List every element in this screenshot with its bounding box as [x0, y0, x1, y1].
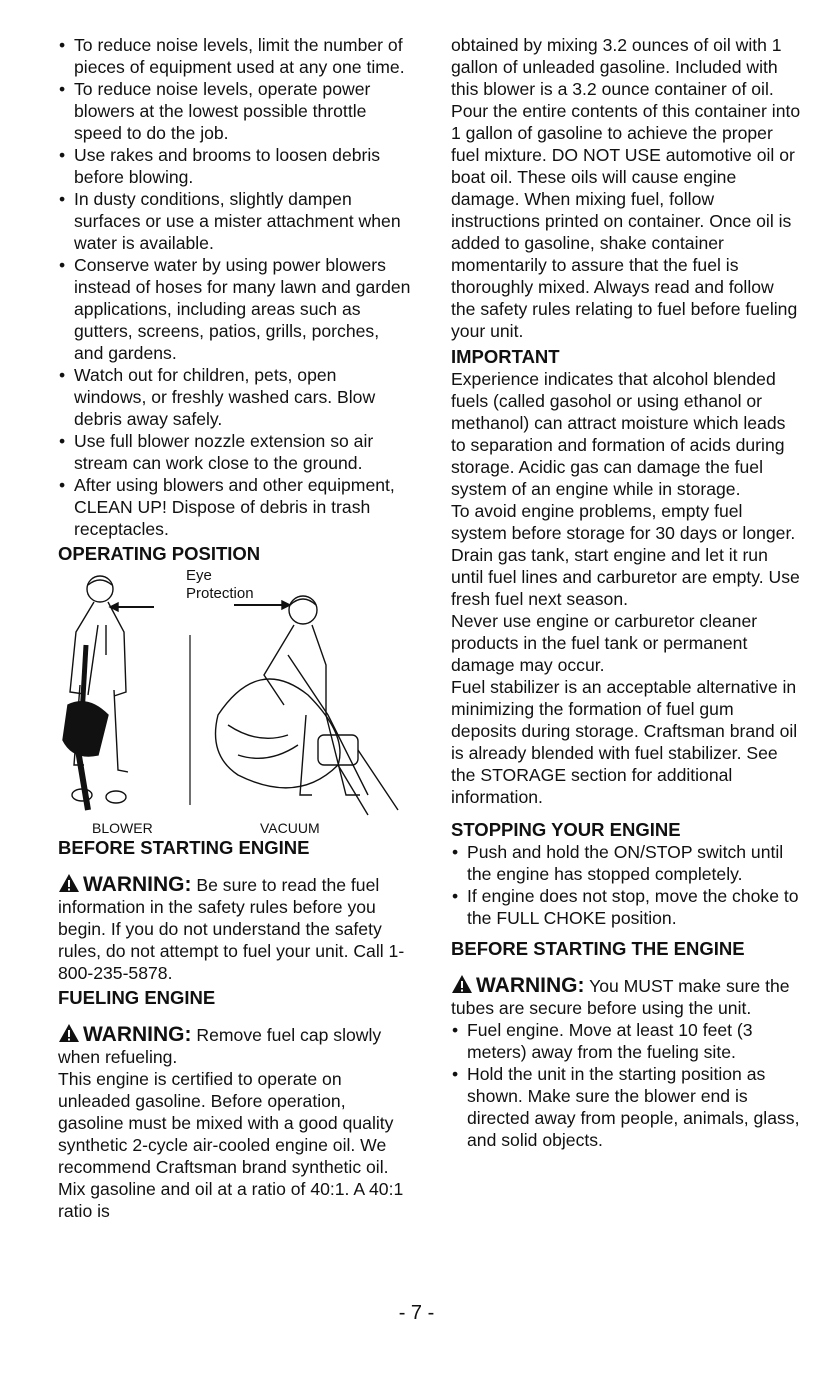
fueling-heading: FUELING ENGINE [58, 987, 216, 1008]
right-column [451, 34, 803, 1151]
list-item: • Use full blower nozzle extension so air stream can work close to the ground. [58, 430, 413, 474]
eye-label: Eye [186, 567, 212, 584]
important-paragraph: Never use engine or carburetor cleaner products in the fuel tank or permanent damage may occur. [451, 611, 758, 675]
start-list [451, 1019, 803, 1151]
stopping-list [451, 841, 803, 929]
fuel-paragraph: This engine is certified to operate on unleaded gasoline. Before operation, gasoline must be mixed with a good quality synthetic 2-cycle air-cooled engine oil. We recommend Craftsman brand synthetic oil. Mix gasoline and oil at a ratio of 40:1. A 40:1 ratio is [58, 1069, 404, 1221]
warning-text: Be sure to read the fuel information in the safety rules before you begin. If you do not understand the safety rules, do not attempt to fuel your unit. Call 1-800-235-5878. [58, 875, 405, 983]
list-item: • If engine does not stop, move the choke to the FULL CHOKE position. [451, 885, 803, 929]
important-paragraph: To avoid engine problems, empty fuel system before storage for 30 days or longer. Drain gas tank, start engine and let it run until fuel lines and carburetor are empty. Use fresh fuel next season. [451, 501, 800, 609]
list-item: • In dusty conditions, slightly dampen surfaces or use a mister attachment when water is available. [58, 188, 413, 254]
warning-icon [58, 1023, 80, 1043]
warning-read-fuel-info [58, 873, 413, 984]
noise-tips-list [58, 34, 413, 540]
warning-label: WARNING: [83, 873, 192, 896]
list-item: • Use rakes and brooms to loosen debris before blowing. [58, 144, 413, 188]
vacuum-operator-drawing [216, 596, 399, 815]
list-item: • To reduce noise levels, operate power blowers at the lowest possible throttle speed to do the job. [58, 78, 413, 144]
warning-text: You MUST make sure the tubes are secure before using the unit. [451, 976, 790, 1018]
important-paragraph: Experience indicates that alcohol blended fuels (called gasohol or using ethanol or methanol) can attract moisture which leads to separation and formation of acids during storage. Acidic gas can damage the fuel system of an engine while in storage. [451, 369, 786, 499]
blower-caption: BLOWER [92, 820, 153, 836]
warning-text: Remove fuel cap slowly when refueling. [58, 1025, 382, 1067]
list-item: • Conserve water by using power blowers instead of hoses for many lawn and garden applications, including areas such as gutters, screens, patios, grills, porches, and gardens. [58, 254, 413, 364]
list-item: • Fuel engine. Move at least 10 feet (3 meters) away from the fueling site. [451, 1019, 803, 1063]
list-item: • Push and hold the ON/STOP switch until the engine has stopped completely. [451, 841, 803, 885]
operator-illustration [58, 565, 413, 820]
list-item: • To reduce noise levels, limit the number of pieces of equipment used at any one time. [58, 34, 413, 78]
warning-label: WARNING: [83, 1023, 192, 1046]
list-item: • Watch out for children, pets, open windows, or freshly washed cars. Blow debris away safely. [58, 364, 413, 430]
warning-tubes-secure [451, 974, 803, 1019]
before-starting-heading: BEFORE STARTING ENGINE [58, 837, 310, 858]
important-paragraph: Fuel stabilizer is an acceptable alternative in minimizing the formation of fuel gum deposits during storage. Craftsman brand oil is already blended with fuel stabilizer. See the STORAGE section for additional information. [451, 677, 798, 807]
operating-position-heading: OPERATING POSITION [58, 543, 261, 564]
important-heading: IMPORTANT [451, 346, 560, 367]
warning-fuel-cap [58, 1023, 413, 1068]
before-starting-engine-heading: BEFORE STARTING THE ENGINE [451, 938, 745, 959]
list-item: • Hold the unit in the starting position as shown. Make sure the blower end is directed away from people, animals, glass, and solid objects. [451, 1063, 803, 1151]
vacuum-caption: VACUUM [260, 820, 320, 836]
left-column [58, 34, 413, 1222]
warning-label: WARNING: [476, 974, 585, 997]
page-number: - 7 - [398, 1302, 435, 1324]
protection-label: Protection [186, 585, 254, 602]
list-item: • After using blowers and other equipment, CLEAN UP! Dispose of debris in trash receptacles. [58, 474, 413, 540]
warning-icon [451, 974, 473, 994]
warning-icon [58, 873, 80, 893]
operating-position-figure [58, 565, 413, 836]
stopping-heading: STOPPING YOUR ENGINE [451, 819, 681, 840]
fuel-paragraph-continued: obtained by mixing 3.2 ounces of oil with 1 gallon of unleaded gasoline. Included with this blower is a 3.2 ounce container of oil. Pour the entire contents of this container into 1 gallon of gasoline to achieve the proper fuel mixture. DO NOT USE automotive oil or boat oil. These oils will cause engine damage. When mixing fuel, follow instructions printed on container. Once oil is added to gasoline, shake container momentarily to assure that the fuel is thoroughly mixed. Always read and follow the safety rules relating to fuel before fueling your unit. [451, 35, 801, 341]
